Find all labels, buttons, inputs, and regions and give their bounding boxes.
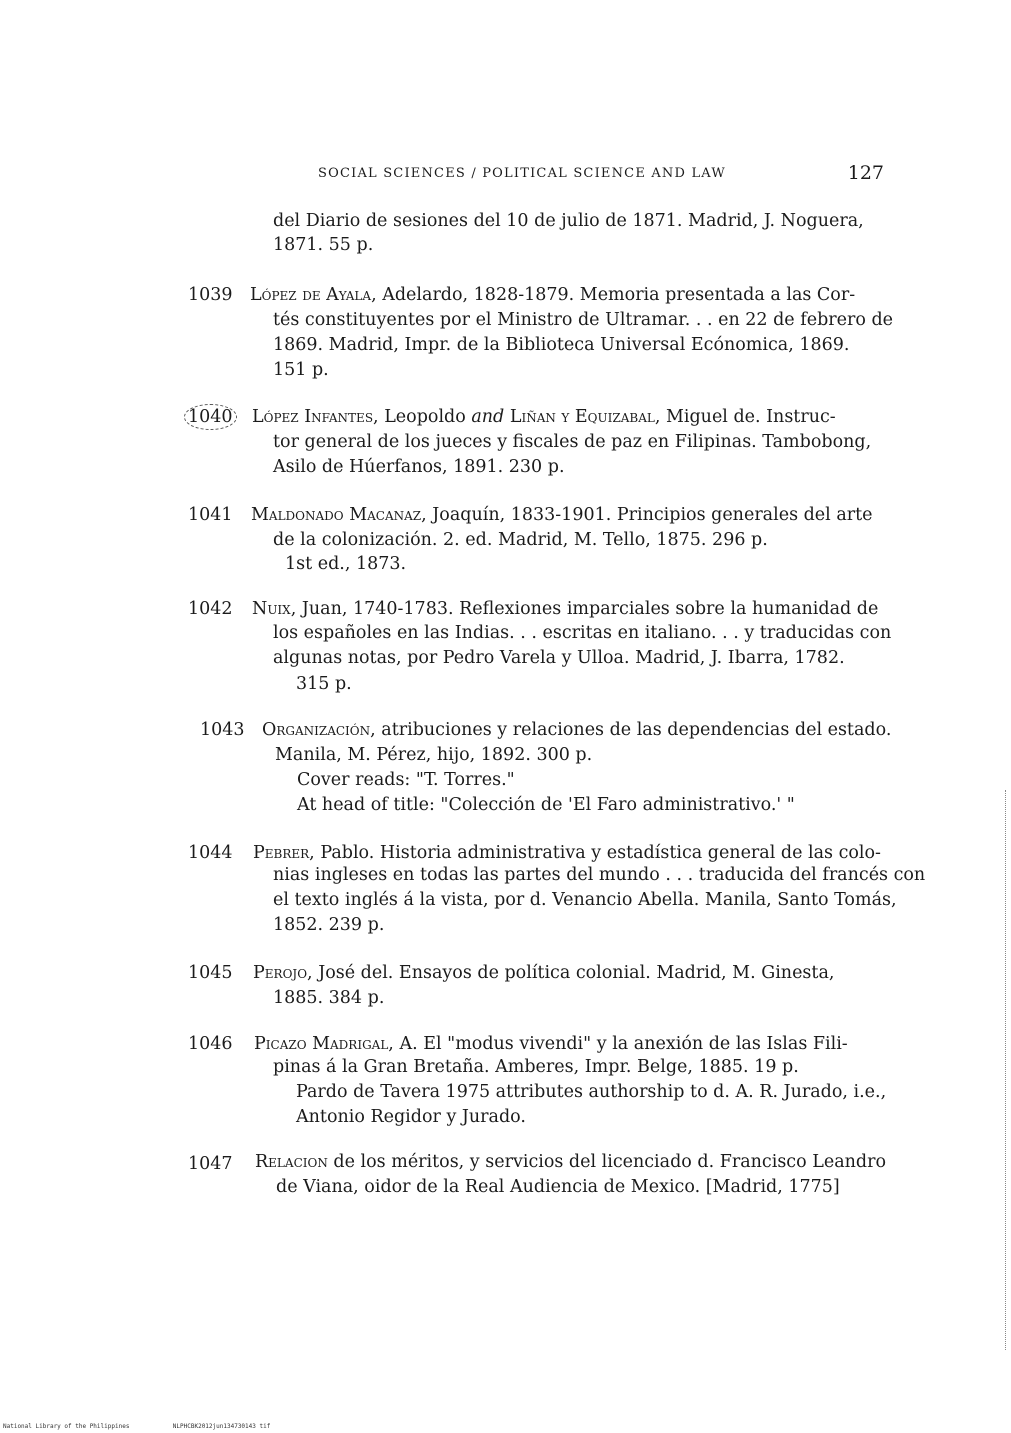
entry-text: atribuciones y relaciones de las dependencias del estado.	[381, 720, 892, 740]
entry-line: Manila, M. Pérez, hijo, 1892. 300 p.	[275, 745, 593, 765]
entry-line: tor general de los jueces y fiscales de paz en Filipinas. Tambobong,	[273, 432, 872, 452]
entry-number	[184, 406, 237, 428]
entry-number: 1044	[188, 843, 233, 863]
entry-number-circled: 1040	[184, 404, 237, 430]
header-title: SOCIAL SCIENCES / POLITICAL SCIENCE AND LAW	[318, 166, 726, 181]
entry-line: 1885. 384 p.	[273, 988, 385, 1008]
entry-text: de los méritos, y servicios del licenciado d. Francisco Leandro	[333, 1152, 886, 1172]
entry-line: tés constituyentes por el Ministro de Ultramar. . . en 22 de febrero de	[273, 310, 894, 330]
entry-line: algunas notas, por Pedro Varela y Ulloa. Madrid, J. Ibarra, 1782.	[273, 648, 845, 668]
entry-number: 1041	[188, 505, 233, 525]
entry-number: 1046	[188, 1034, 233, 1054]
entry-number: 1047	[188, 1154, 233, 1174]
entry-author: Nuix,	[252, 599, 297, 619]
entry-first-line	[254, 1033, 848, 1055]
entry-author: Liñan y Equizabal,	[504, 407, 661, 427]
entry-text: Miguel de. Instruc-	[660, 407, 836, 427]
entry-note: Pardo de Tavera 1975 attributes authorship to d. A. R. Jurado, i.e.,	[296, 1082, 887, 1102]
entry-number: 1043	[200, 720, 245, 740]
page-number: 127	[847, 162, 884, 184]
entry-first-line	[255, 1151, 886, 1173]
entry-first-line	[253, 842, 881, 864]
entry-number: 1039	[188, 285, 233, 305]
entry-author: López de Ayala,	[250, 285, 377, 305]
entry-author: Pebrer,	[253, 843, 315, 863]
entry-author: Maldonado Macanaz,	[251, 505, 427, 525]
entry-line: de Viana, oidor de la Real Audiencia de Mexico. [Madrid, 1775]	[276, 1177, 840, 1197]
entry-line: nias ingleses en todas las partes del mundo . . . traducida del francés con	[273, 865, 926, 885]
entry-number: 1045	[188, 963, 233, 983]
entry-note: Cover reads: "T. Torres."	[297, 770, 515, 790]
entry-first-line	[252, 598, 878, 620]
entry-text: Joaquín, 1833-1901. Principios generales del arte	[432, 505, 873, 525]
entry-author: López Infantes,	[252, 407, 379, 427]
entry-text: Pablo. Historia administrativa y estadística general de las colo-	[320, 843, 881, 863]
entry-author: Picazo Madrigal,	[254, 1034, 394, 1054]
entry-number: 1042	[188, 599, 233, 619]
entry-text: Adelardo, 1828-1879. Memoria presentada a las Cor-	[382, 285, 856, 305]
entry-text: Leopoldo	[384, 407, 472, 427]
entry-line: 315 p.	[296, 674, 352, 694]
footer-file-id: NLPHCBK2012jun134730143 tif	[172, 1423, 271, 1430]
entry-note: At head of title: "Colección de 'El Faro administrativo.' "	[297, 795, 795, 815]
entry-author: Relacion	[255, 1152, 328, 1172]
footer-source: National Library of the Philippines	[3, 1423, 130, 1430]
scan-edge-rule	[1005, 790, 1006, 1350]
entry-line: 1869. Madrid, Impr. de la Biblioteca Universal Ecónomica, 1869.	[273, 335, 850, 355]
scan-footer	[3, 1423, 270, 1430]
running-header	[318, 162, 884, 186]
entry-text: José del. Ensayos de política colonial. Madrid, M. Ginesta,	[318, 963, 835, 983]
entry-line: el texto inglés á la vista, por d. Venancio Abella. Manila, Santo Tomás,	[273, 890, 897, 910]
entry-line: 1852. 239 p.	[273, 915, 385, 935]
entry-first-line	[252, 406, 836, 428]
entry-text: Juan, 1740-1783. Reflexiones imparciales sobre la humanidad de	[301, 599, 879, 619]
entry-note: 1st ed., 1873.	[285, 554, 407, 574]
entry-line: Asilo de Húerfanos, 1891. 230 p.	[273, 457, 565, 477]
entry-line: 151 p.	[273, 360, 329, 380]
entry-first-line	[253, 962, 834, 984]
entry-note: Antonio Regidor y Jurado.	[296, 1107, 526, 1127]
entry-text: A. El "modus vivendi" y la anexión de las Islas Fili-	[399, 1034, 848, 1054]
entry-line: pinas á la Gran Bretaña. Amberes, Impr. Belge, 1885. 19 p.	[273, 1057, 799, 1077]
entry-first-line	[250, 284, 855, 306]
entry-author: Organización,	[262, 720, 376, 740]
entry-first-line	[251, 504, 873, 526]
entry-line: de la colonización. 2. ed. Madrid, M. Tello, 1875. 296 p.	[273, 530, 768, 550]
entry-first-line	[262, 719, 891, 741]
continuation-line: 1871. 55 p.	[273, 235, 374, 255]
entry-italic: and	[471, 407, 505, 427]
entry-author: Perojo,	[253, 963, 313, 983]
continuation-line: del Diario de sesiones del 10 de julio de 1871. Madrid, J. Noguera,	[273, 211, 864, 231]
entry-line: los españoles en las Indias. . . escritas en italiano. . . y traducidas con	[273, 623, 892, 643]
